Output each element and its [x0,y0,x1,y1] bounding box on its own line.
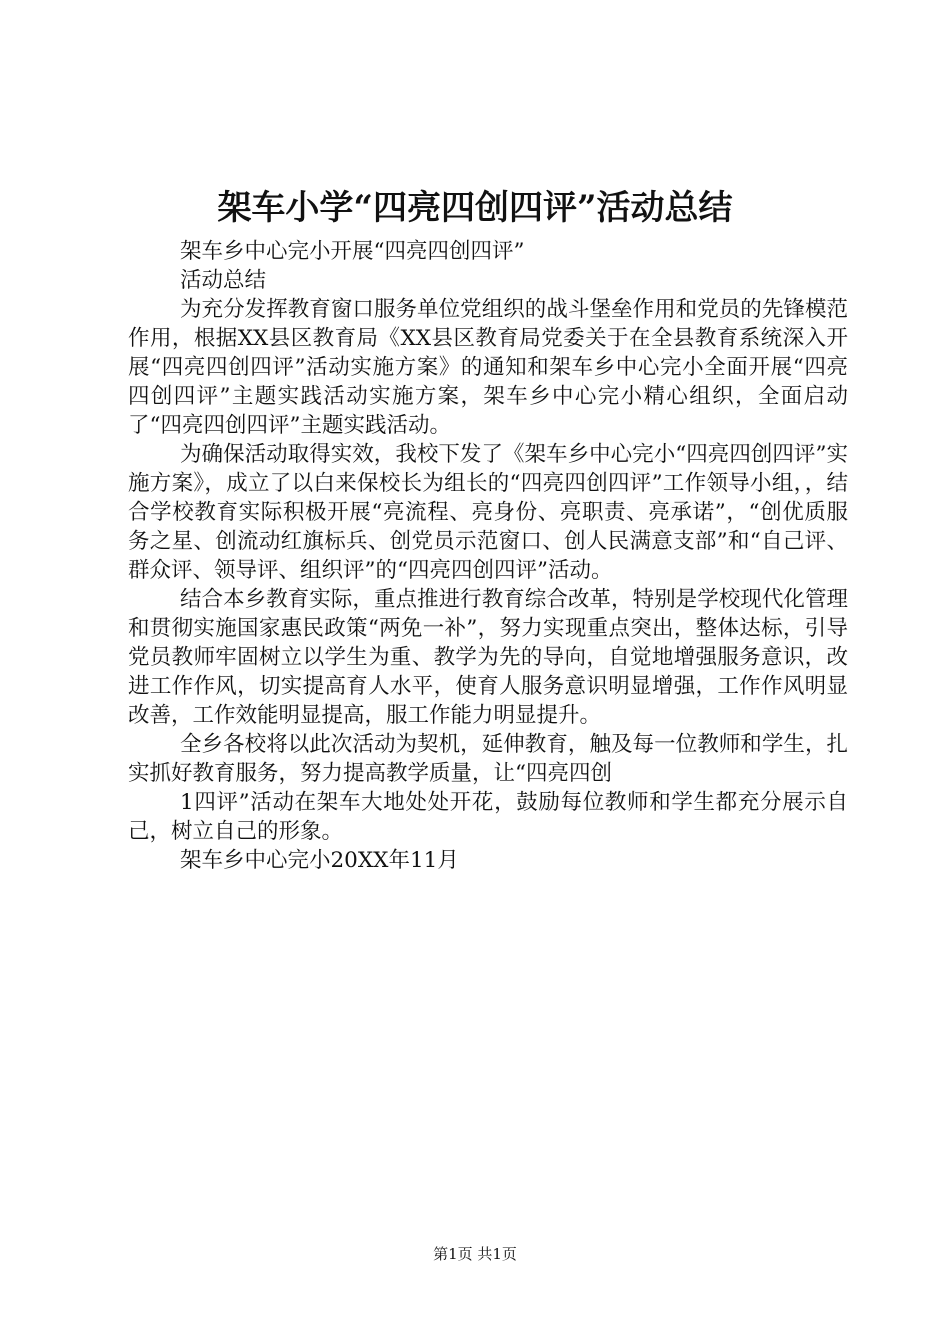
paragraph-continuation: 1四评”活动在架车大地处处开花，鼓励每位教师和学生都充分展示自己，树立自己的形象。 [128,790,848,844]
subtitle-line-1: 架车乡中心完小开展“四亮四创四评” [180,239,525,264]
document-title: 架车小学“四亮四创四评”活动总结 [217,188,733,228]
paragraph-4: 全乡各校将以此次活动为契机，延伸教育，触及每一位教师和学生，扎实抓好教育服务，努力提高教学质量，让“四亮四创 [128,732,848,786]
paragraph-1: 为充分发挥教育窗口服务单位党组织的战斗堡垒作用和党员的先锋模范作用，根据XX县区教育局《XX县区教育局党委关于在全县教育系统深入开展“四亮四创四评”活动实施方案》的通知和架车乡中心完小全面开展“四亮四创四评”主题实践活动实施方案，架车乡中心完小精心组织，全面启动了“四亮四创四评”主题实践活动。 [128,297,848,438]
signature-line: 架车乡中心完小20XX年11月 [180,848,459,873]
page-footer: 第1页 共1页 [433,1245,517,1263]
paragraph-2: 为确保活动取得实效，我校下发了《架车乡中心完小“四亮四创四评”实施方案》，成立了以白来保校长为组长的“四亮四创四评”工作领导小组，，结合学校教育实际积极开展“亮流程、亮身份、亮职责、亮承诺”，“创优质服务之星、创流动红旗标兵、创党员示范窗口、创人民满意支部”和“自己评、群众评、领导评、组织评”的“四亮四创四评”活动。 [128,442,848,583]
subtitle-line-2: 活动总结 [180,268,267,293]
document-body [128,237,848,875]
paragraph-3: 结合本乡教育实际，重点推进行教育综合改革，特别是学校现代化管理和贯彻实施国家惠民政策“两免一补”，努力实现重点突出，整体达标，引导党员教师牢固树立以学生为重、教学为先的导向，自觉地增强服务意识，改进工作作风，切实提高育人水平，使育人服务意识明显增强，工作作风明显改善，工作效能明显提高，服工作能力明显提升。 [128,587,848,728]
